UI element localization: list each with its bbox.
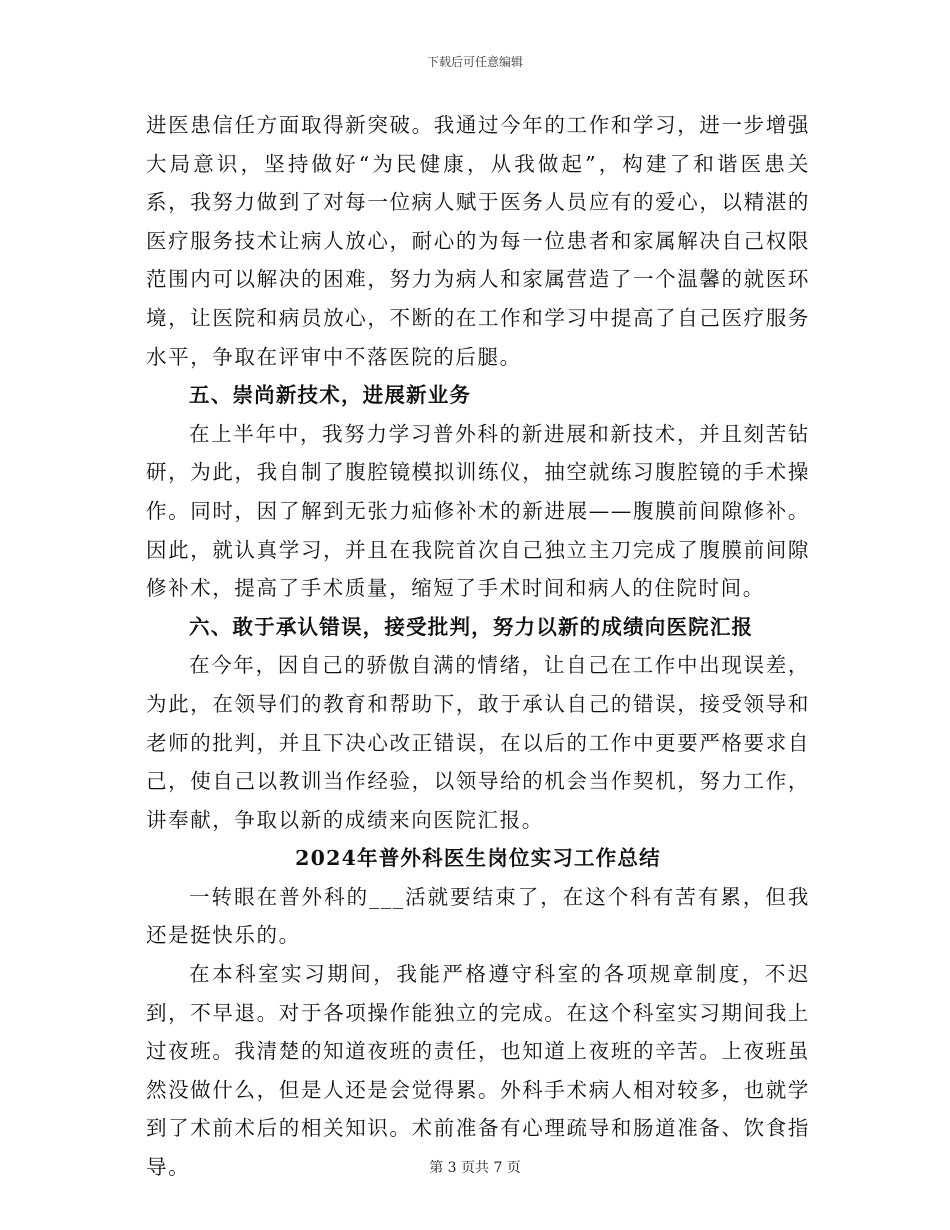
paragraph-admit-mistakes: 在今年，因自己的骄傲自满的情绪，让自己在工作中出现误差，为此，在领导们的教育和帮助下，敢于承认自己的错误，接受领导和老师的批判，并且下决心改正错误，在以后的工作中更要严格要求自己，使自己以教训当作经验，以领导给的机会当作契机，努力工作，讲奉献，争取以新的成绩来向医院汇报。	[146, 653, 810, 832]
section-heading-5: 五、崇尚新技术，进展新业务	[189, 383, 472, 408]
page-header: 下载后可任意编辑	[426, 55, 523, 69]
paragraph-internship: 在本科室实习期间，我能严格遵守科室的各项规章制度，不迟到，不早退。对于各项操作能独立的完成。在这个科室实习期间我上过夜班。我清楚的知道夜班的责任，也知道上夜班的辛苦。上夜班虽然没做什么，但是人还是会觉得累。外科手术病人相对较多，也就学到了术前术后的相关知识。术前准备有心理疏导和肠道准备、饮食指导。	[146, 962, 810, 1180]
paragraph-new-technology: 在上半年中，我努力学习普外科的新进展和新技术，并且刻苦钻研，为此，我自制了腹腔镜模拟训练仪，抽空就练习腹腔镜的手术操作。同时，因了解到无张力疝修补术的新进展——腹膜前间隙修补。因此，就认真学习，并且在我院首次自己独立主刀完成了腹膜前间隙修补术，提高了手术质量，缩短了手术时间和病人的住院时间。	[146, 421, 810, 601]
document-body	[146, 106, 810, 1187]
paragraph-continuation: 进医患信任方面取得新突破。我通过今年的工作和学习，进一步增强大局意识，坚持做好“为民健康，从我做起”，构建了和谐医患关系，我努力做到了对每一位病人赋于医务人员应有的爱心，以精湛的医疗服务技术让病人放心，耐心的为每一位患者和家属解决自己权限范围内可以解决的困难，努力为病人和家属营造了一个温馨的就医环境，让医院和病员放心，不断的在工作和学习中提高了自己医疗服务水平，争取在评审中不落医院的后腿。	[146, 113, 810, 369]
section-heading-6: 六、敢于承认错误，接受批判，努力以新的成绩向医院汇报	[189, 614, 754, 639]
page-footer: 第 3 页共 7 页	[429, 1160, 521, 1176]
document-title: 2024年普外科医生岗位实习工作总结	[295, 846, 661, 871]
paragraph-intro: 一转眼在普外科的___活就要结束了，在这个科有苦有累，但我还是挺快乐的。	[146, 884, 810, 948]
